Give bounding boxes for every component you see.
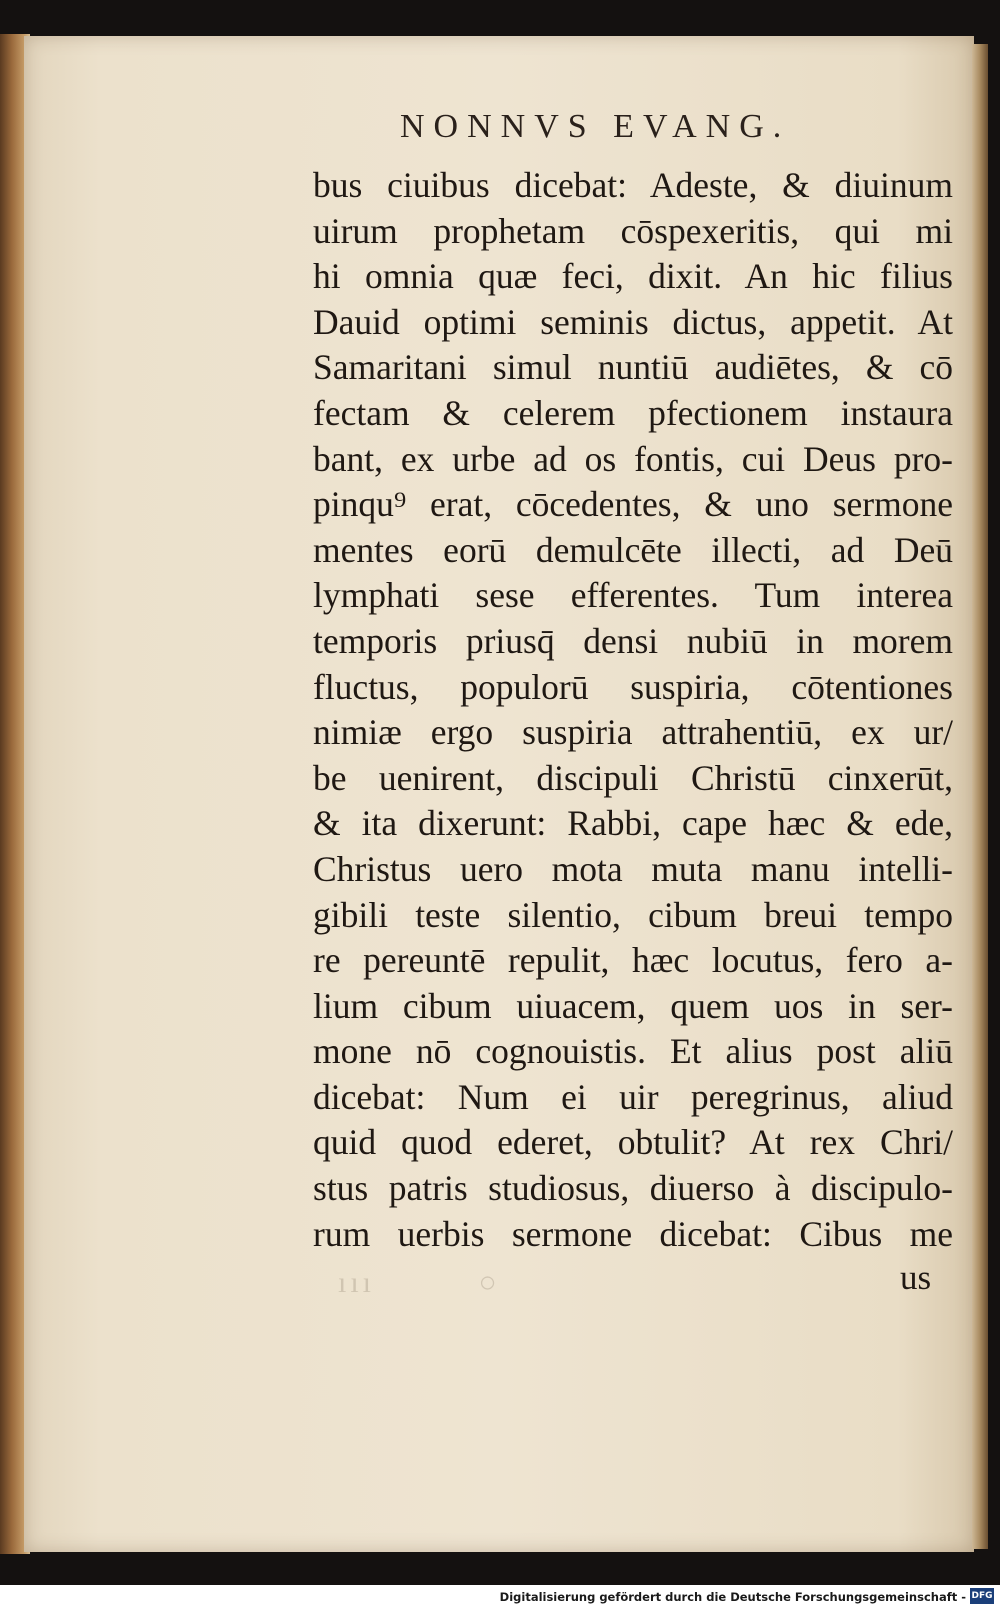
text-line: rum uerbis sermone dicebat: Cibus me (313, 1213, 953, 1254)
text-line: & ita dixerunt: Rabbi, cape hæc & ede, (313, 803, 953, 844)
text-line: quid quod ederet, obtulit? At rex Chri/ (313, 1122, 953, 1163)
text-line: bus ciuibus dicebat: Adeste, & diuinum (313, 165, 953, 205)
text-line: lium cibum uiuacem, quem uos in ser- (313, 985, 953, 1026)
text-line: stus patris studiosus, diuerso à discipulo- (313, 1168, 953, 1209)
text-line: dicebat: Num ei uir peregrinus, aliud (313, 1076, 953, 1117)
text-line: be uenirent, discipuli Christū cinxerūt, (313, 757, 953, 798)
text-line: lymphati sese efferentes. Tum interea (313, 575, 953, 616)
text-line: mone nō cognouistis. Et alius post aliū (313, 1031, 953, 1072)
text-line: gibili teste silentio, cibum breui tempo (313, 894, 953, 935)
catchword: us (900, 1258, 932, 1297)
text-line: bant, ex urbe ad os fontis, cui Deus pro- (313, 438, 953, 479)
text-line: nimiæ ergo suspiria attrahentiū, ex ur/ (313, 712, 953, 753)
running-head: NONNVS EVANG. (400, 108, 791, 145)
text-line: uirum prophetam cōspexeritis, qui mi (313, 210, 953, 251)
text-line: hi omnia quæ feci, dixit. An hic filius (313, 256, 953, 297)
dfg-logo: DFG (970, 1588, 994, 1604)
text-line: pinqu⁹ erat, cōcedentes, & uno sermone (313, 484, 953, 525)
text-line: Christus uero mota muta manu intelli- (313, 848, 953, 889)
text-line: fectam & celerem pfectionem instaura (313, 392, 953, 433)
text-line: Dauid optimi seminis dictus, appetit. At (313, 301, 953, 342)
text-line: mentes eorū demulcēte illecti, ad Deū (313, 529, 953, 570)
bleed-through-marks: ııı ○ (338, 1266, 501, 1299)
digitization-credit: Digitalisierung gefördert durch die Deutsche Forschungsgemeinschaft - (499, 1590, 966, 1604)
text-line: re pereuntē repulit, hæc locutus, fero a- (313, 940, 953, 981)
page-fore-edge (972, 44, 988, 1549)
text-line: temporis priusq̄ densi nubiū in morem (313, 620, 953, 661)
body-text (313, 163, 953, 1257)
text-line: fluctus, populorū suspiria, cōtentiones (313, 666, 953, 707)
text-line: Samaritani simul nuntiū audiētes, & cō (313, 347, 953, 388)
